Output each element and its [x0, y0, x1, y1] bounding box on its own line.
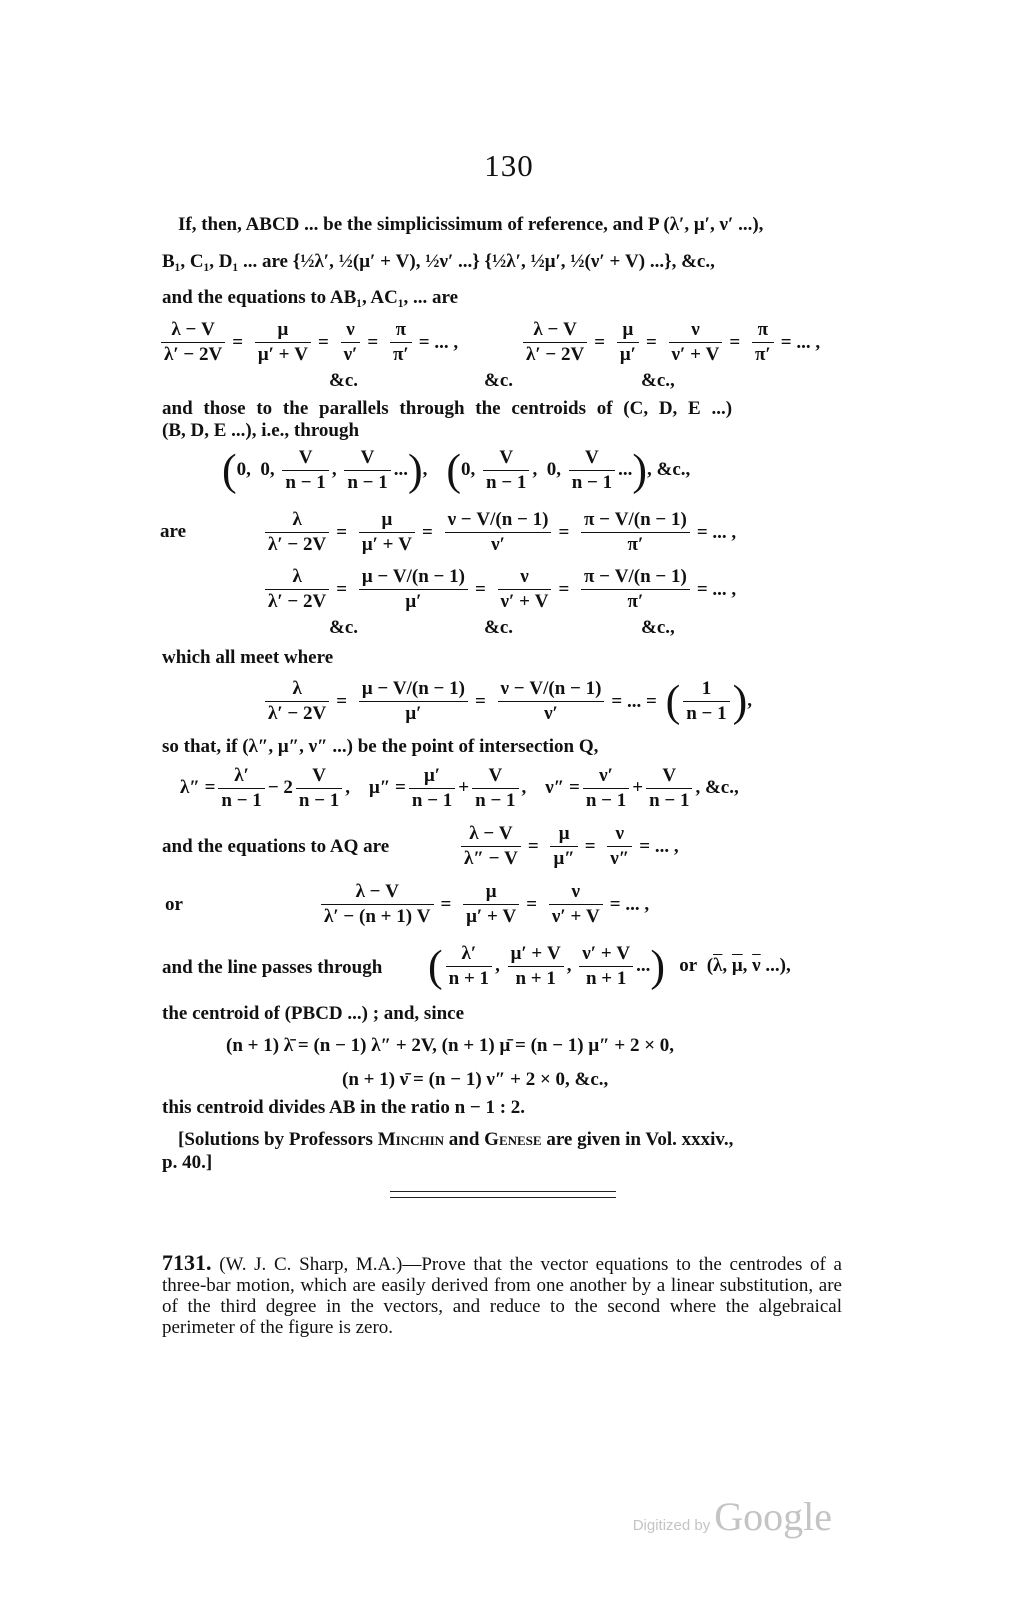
equation-2b: $\frac{\lambda}{\lambda' - 2V}$ = $\frac{\mu - V/(n - 1)}{\mu'}$ = $\frac{\nu}{\nu' + V}$ = $\frac{\pi - V/(n - 1)}{\pi'}$ = ... , [262, 565, 740, 614]
text-line-7: so that, if (λ″, μ″, ν″ ...) be the point of intersection Q, [162, 736, 599, 757]
author-genese: Genese [484, 1129, 542, 1150]
etc-1: &c. [329, 370, 359, 391]
text-line-3: and the equations to AB₁, AC₁, ... are [162, 287, 459, 308]
points-expression: (0, 0, $\frac{V}{n - 1}$ , $\frac{V}{n - 1}$ ...), (0, $\frac{V}{n - 1}$ , 0, $\frac{V}{n - 1}$ ...), &c., [222, 445, 691, 495]
author-minchin: Minchin [377, 1129, 445, 1150]
label-are: are [160, 521, 187, 542]
text-line-15 [178, 1129, 733, 1151]
label-or: or [165, 894, 183, 915]
text-line-6: which all meet where [162, 647, 334, 668]
problem-7131 [162, 1252, 842, 1338]
etc-2: &c. [484, 370, 514, 391]
etc-5: &c. [484, 617, 514, 638]
text-line-13: (n + 1) ν̄ = (n − 1) ν″ + 2 × 0, &c., [342, 1069, 609, 1090]
solutions-and: and [444, 1129, 485, 1150]
text-line-16: p. 40.] [162, 1152, 213, 1173]
separator-rule-bottom [390, 1197, 616, 1198]
problem-text: Prove that the vector equations to the centrodes of a three-bar motion, which are easily derived from one another by a linear substitution, are of the third degree in the vectors, and reduce to the second where the algebraical perimeter of the figure is zero. [162, 1254, 842, 1338]
page-number: 130 [484, 148, 534, 183]
text-line-5: (B, D, E ...), i.e., through [162, 420, 360, 441]
text-line-14: this centroid divides AB in the ratio n − 1 : 2. [162, 1097, 526, 1118]
etc-6: &c., [641, 617, 675, 638]
equation-3: $\frac{\lambda}{\lambda' - 2V}$ = $\frac{\mu - V/(n - 1)}{\mu'}$ = $\frac{\nu - V/(n - 1)}{\nu'}$ = ... = ( $\frac{1}{n - 1}$ ), [262, 677, 752, 726]
etc-4: &c. [329, 617, 359, 638]
solutions-suffix: are given in Vol. xxxiv., [541, 1129, 734, 1150]
watermark-brand: Google [714, 1494, 832, 1539]
equation-4: λ″ = $\frac{\lambda'}{n - 1}$ − 2 $\frac{V}{n - 1}$ , μ″ = $\frac{\mu'}{n - 1}$ + $\frac{V}{n - 1}$ , ν″ = $\frac{\nu'}{n - 1}$ + $\frac{V}{n - 1}$ , &c., [180, 765, 739, 811]
separator-rule-top [390, 1191, 616, 1192]
text-line-11: the centroid of (PBCD ...) ; and, since [162, 1003, 465, 1024]
text-line-12: (n + 1) λ̄ = (n − 1) λ″ + 2V, (n + 1) μ̄ = (n − 1) μ″ + 2 × 0, [226, 1035, 675, 1056]
watermark-prefix: Digitized by [632, 1517, 711, 1534]
google-watermark [633, 1493, 832, 1540]
solutions-prefix: [Solutions by Professors [178, 1129, 378, 1150]
text-line-1: If, then, ABCD ... be the simplicissimum of reference, and P (λ′, μ′, ν′ ...), [178, 214, 764, 235]
problem-author: (W. J. C. Sharp, M.A.)— [211, 1254, 422, 1275]
text-line-10: and the line passes through [162, 957, 383, 978]
equation-1a: $\frac{\lambda - V}{\lambda' - 2V}$ = $\frac{\mu}{\mu' + V}$ = $\frac{\nu}{\nu'}$ = $\frac{\pi}{\pi'}$ = ... , [158, 318, 462, 367]
problem-number: 7131. [162, 1250, 212, 1275]
etc-3: &c., [641, 370, 675, 391]
equation-7: ( $\frac{\lambda'}{n + 1}$ , $\frac{\mu' + V}{n + 1}$ , $\frac{\nu' + V}{n + 1}$ ...) or ($\overline{\lambda}$, $\overline{\mu}$, $\overline{\nu}$ ...), [428, 941, 791, 991]
text-line-2: B₁, C₁, D₁ ... are {½λ′, ½(μ′ + V), ½ν′ ...} {½λ′, ½μ′, ½(ν′ + V) ...}, &c., [162, 251, 715, 272]
equation-5: $\frac{\lambda - V}{\lambda'' - V}$ = $\frac{\mu}{\mu''}$ = $\frac{\nu}{\nu''}$ = ... , [458, 822, 683, 871]
text-line-4: and those to the parallels through the centroids of (C, D, E ...) [162, 398, 733, 419]
equation-6: $\frac{\lambda - V}{\lambda' - (n + 1) V}$ = $\frac{\mu}{\mu' + V}$ = $\frac{\nu}{\nu' + V}$ = ... , [318, 880, 653, 929]
text-line-8: and the equations to AQ are [162, 836, 390, 857]
equation-2a: $\frac{\lambda}{\lambda' - 2V}$ = $\frac{\mu}{\mu' + V}$ = $\frac{\nu - V/(n - 1)}{\nu'}$ = $\frac{\pi - V/(n - 1)}{\pi'}$ = ... , [262, 508, 740, 557]
equation-1b: $\frac{\lambda - V}{\lambda' - 2V}$ = $\frac{\mu}{\mu'}$ = $\frac{\nu}{\nu' + V}$ = $\frac{\pi}{\pi'}$ = ... , [520, 318, 824, 367]
